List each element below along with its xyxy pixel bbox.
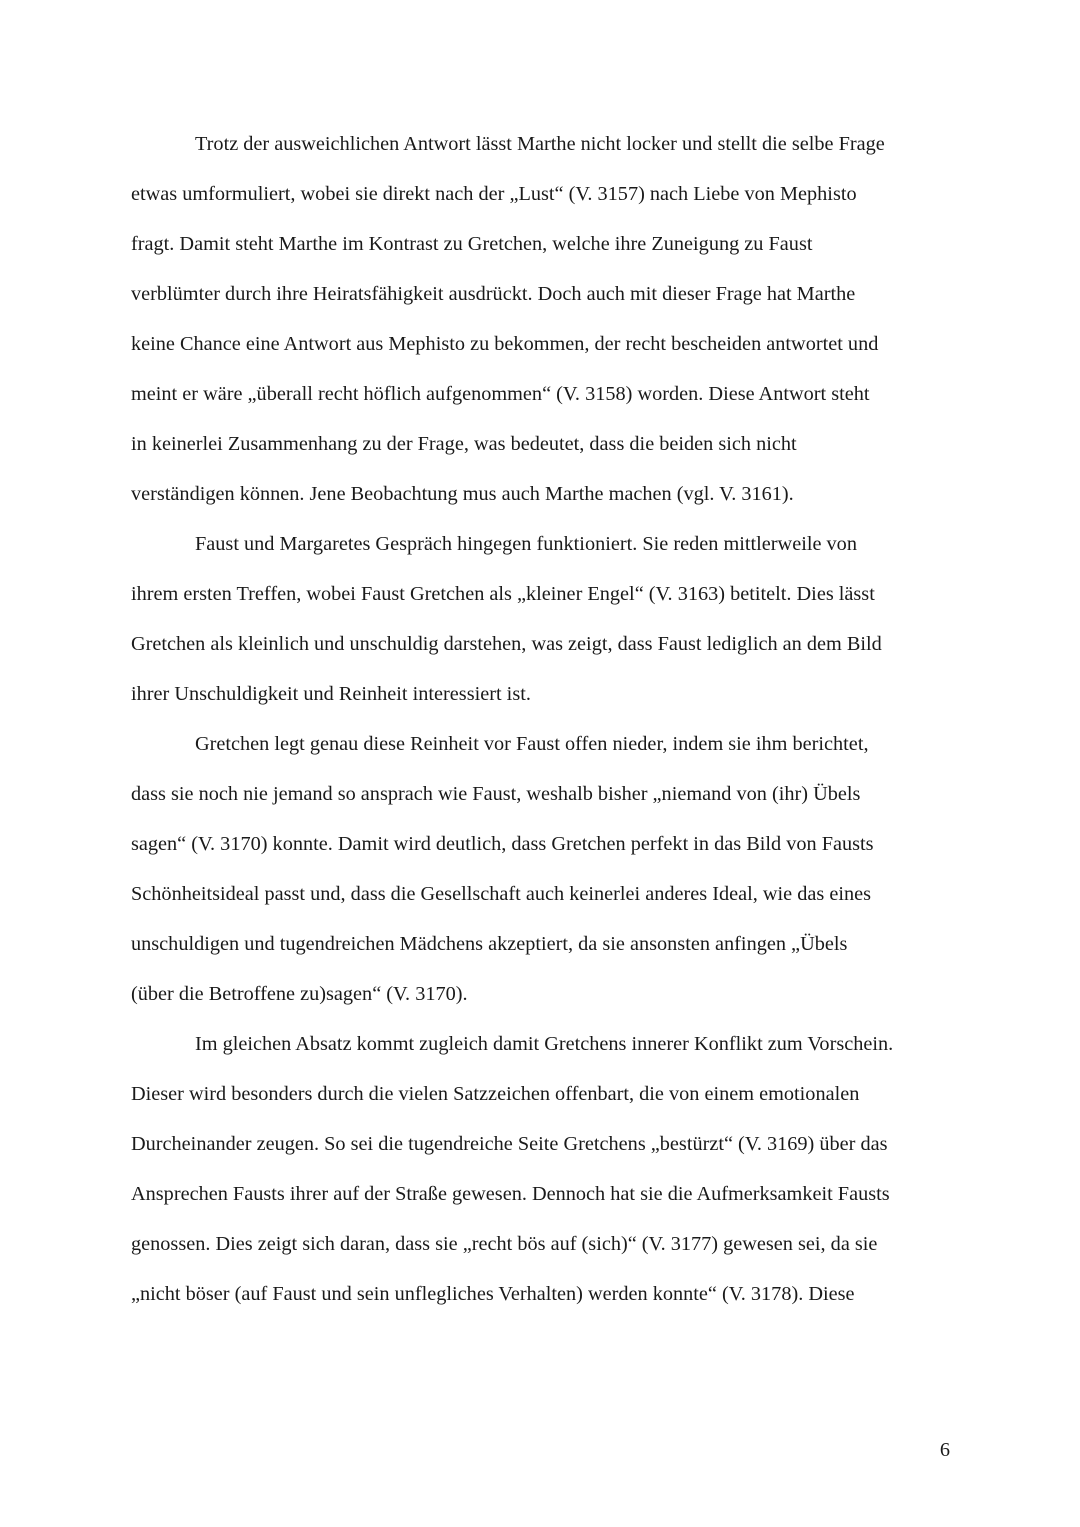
text-line: Ansprechen Fausts ihrer auf der Straße gewesen. Dennoch hat sie die Aufmerksamkeit Fausts (131, 1183, 890, 1205)
text-line: ihrem ersten Treffen, wobei Faust Gretchen als „kleiner Engel“ (V. 3163) betitelt. Dies lässt (131, 583, 875, 605)
text-line: meint er wäre „überall recht höflich aufgenommen“ (V. 3158) worden. Diese Antwort steht (131, 383, 870, 405)
text-line: (über die Betroffene zu)sagen“ (V. 3170). (131, 983, 468, 1005)
text-line: etwas umformuliert, wobei sie direkt nach der „Lust“ (V. 3157) nach Liebe von Mephisto (131, 183, 857, 205)
text-line: Gretchen legt genau diese Reinheit vor Faust offen nieder, indem sie ihm berichtet, (195, 733, 869, 755)
text-line: verständigen können. Jene Beobachtung mus auch Marthe machen (vgl. V. 3161). (131, 483, 794, 505)
text-line: genossen. Dies zeigt sich daran, dass sie „recht bös auf (sich)“ (V. 3177) gewesen sei, da sie (131, 1233, 878, 1255)
text-line: fragt. Damit steht Marthe im Kontrast zu Gretchen, welche ihre Zuneigung zu Faust (131, 233, 813, 255)
text-line: Schönheitsideal passt und, dass die Gesellschaft auch keinerlei anderes Ideal, wie das eines (131, 883, 872, 905)
text-line: Trotz der ausweichlichen Antwort lässt Marthe nicht locker und stellt die selbe Frage (195, 133, 885, 155)
text-line: Dieser wird besonders durch die vielen Satzzeichen offenbart, die von einem emotionalen (131, 1083, 860, 1105)
text-line: in keinerlei Zusammenhang zu der Frage, was bedeutet, dass die beiden sich nicht (131, 433, 797, 455)
text-line: Gretchen als kleinlich und unschuldig darstehen, was zeigt, dass Faust lediglich an dem Bild (131, 633, 882, 655)
text-line: sagen“ (V. 3170) konnte. Damit wird deutlich, dass Gretchen perfekt in das Bild von Fausts (131, 833, 874, 855)
text-line: dass sie noch nie jemand so ansprach wie Faust, weshalb bisher „niemand von (ihr) Übels (131, 783, 861, 805)
text-line: verblümter durch ihre Heiratsfähigkeit ausdrückt. Doch auch mit dieser Frage hat Marthe (131, 283, 856, 305)
text-line: keine Chance eine Antwort aus Mephisto zu bekommen, der recht bescheiden antwortet und (131, 333, 879, 355)
text-line: „nicht böser (auf Faust und sein unflegliches Verhalten) werden konnte“ (V. 3178). Diese (131, 1283, 855, 1305)
text-line: Durcheinander zeugen. So sei die tugendreiche Seite Gretchens „bestürzt“ (V. 3169) über das (131, 1133, 888, 1155)
text-line: Im gleichen Absatz kommt zugleich damit Gretchens innerer Konflikt zum Vorschein. (195, 1033, 894, 1055)
page-number: 6 (939, 1439, 950, 1461)
text-line: unschuldigen und tugendreichen Mädchens akzeptiert, da sie ansonsten anfingen „Übels (131, 933, 848, 955)
text-line: Faust und Margaretes Gespräch hingegen funktioniert. Sie reden mittlerweile von (195, 533, 857, 555)
body-text (131, 119, 948, 1319)
text-line: ihrer Unschuldigkeit und Reinheit interessiert ist. (131, 683, 531, 705)
